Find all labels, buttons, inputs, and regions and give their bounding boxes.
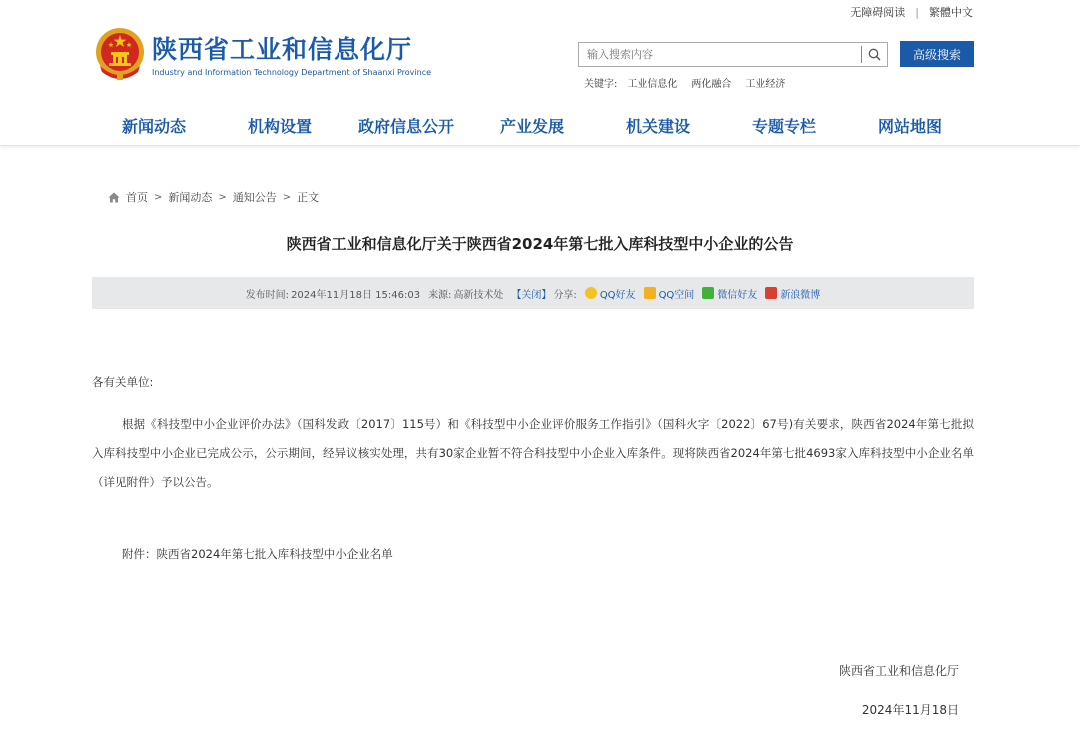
national-emblem-logo[interactable] <box>94 26 146 82</box>
nav-item-party-building[interactable]: 机关建设 <box>626 117 691 136</box>
signature-organization: 陕西省工业和信息化厅 <box>838 664 959 678</box>
breadcrumb-current: 正文 <box>297 191 320 204</box>
share-qzone[interactable] <box>644 286 695 301</box>
article-title: 陕西省工业和信息化厅关于陕西省2024年第七批入库科技型中小企业的公告 <box>286 235 794 253</box>
site-subtitle-en: Industry and Information Technology Department of Shaanxi Province <box>152 68 432 77</box>
share-weibo[interactable] <box>765 286 820 301</box>
qzone-star-icon <box>644 287 656 299</box>
hot-keywords <box>584 75 785 90</box>
breadcrumb-separator: > <box>218 191 227 203</box>
breadcrumb-home[interactable]: 首页 <box>126 191 148 204</box>
keyword-link[interactable]: 工业信息化 <box>627 79 678 90</box>
nav-item-organization[interactable]: 机构设置 <box>248 117 313 136</box>
source-label: 来源: <box>428 289 452 301</box>
breadcrumb-separator: > <box>154 191 163 203</box>
share-wechat[interactable] <box>702 286 757 301</box>
article-meta-bar <box>92 277 974 309</box>
publish-time: 2024年11月18日 15:46:03 <box>291 289 421 301</box>
weibo-icon <box>765 287 777 299</box>
nav-item-news[interactable]: 新闻动态 <box>122 117 187 136</box>
accessibility-link[interactable]: 无障碍阅读 <box>850 6 906 19</box>
share-qq-friend-label: QQ好友 <box>599 289 636 301</box>
breadcrumb <box>108 189 319 205</box>
article-salutation: 各有关单位: <box>92 375 154 389</box>
breadcrumb-separator: > <box>282 191 292 203</box>
nav-item-sitemap[interactable]: 网站地图 <box>878 117 943 136</box>
attachment-link[interactable]: 附件：陕西省2024年第七批入库科技型中小企业名单 <box>122 547 393 561</box>
keyword-link[interactable]: 工业经济 <box>745 79 786 90</box>
wechat-icon <box>702 287 714 299</box>
top-utility-bar <box>850 5 973 19</box>
breadcrumb-notices[interactable]: 通知公告 <box>232 191 277 204</box>
publish-time-label: 发布时间: <box>245 289 290 301</box>
keywords-label: 关键字: <box>584 79 618 90</box>
close-button[interactable]: 【关闭】 <box>511 289 552 301</box>
qq-penguin-icon <box>585 287 597 299</box>
signature-date: 2024年11月18日 <box>861 703 959 717</box>
share-wechat-label: 微信好友 <box>717 289 758 301</box>
nav-item-gov-info[interactable]: 政府信息公开 <box>358 117 455 136</box>
main-nav <box>0 104 1080 146</box>
share-qzone-label: QQ空间 <box>658 289 695 301</box>
share-weibo-label: 新浪微博 <box>780 289 821 301</box>
search-icon[interactable] <box>862 43 887 66</box>
search-box <box>578 42 888 67</box>
advanced-search-button[interactable]: 高级搜索 <box>900 41 974 67</box>
keyword-link[interactable]: 两化融合 <box>691 79 732 90</box>
site-title[interactable]: 陕西省工业和信息化厅 <box>152 35 413 64</box>
nav-item-industry[interactable]: 产业发展 <box>500 117 565 136</box>
search-input[interactable] <box>579 43 861 66</box>
topbar-separator: | <box>915 5 919 19</box>
breadcrumb-news[interactable]: 新闻动态 <box>168 191 213 204</box>
article-paragraph: 根据《科技型中小企业评价办法》（国科发政〔2017〕115号）和《科技型中小企业评价服务工作指引》（国科火字〔2022〕67号)有关要求，陕西省2024年第七批拟入库科技型中小企业已完成公示，公示期间，经异议核实处理，共有30家企业暂不符合科技型中小企业入库条件。现将陕西省2024年第七批4693家入库科技型中小企业名单（详见附件）予以公告。 <box>92 417 974 489</box>
traditional-chinese-link[interactable]: 繁體中文 <box>929 6 973 19</box>
share-qq-friend[interactable] <box>585 286 636 301</box>
home-icon <box>108 192 120 203</box>
share-label: 分享: <box>553 289 577 301</box>
source-value: 高新技术处 <box>453 289 504 301</box>
nav-item-special-topics[interactable]: 专题专栏 <box>752 117 817 136</box>
